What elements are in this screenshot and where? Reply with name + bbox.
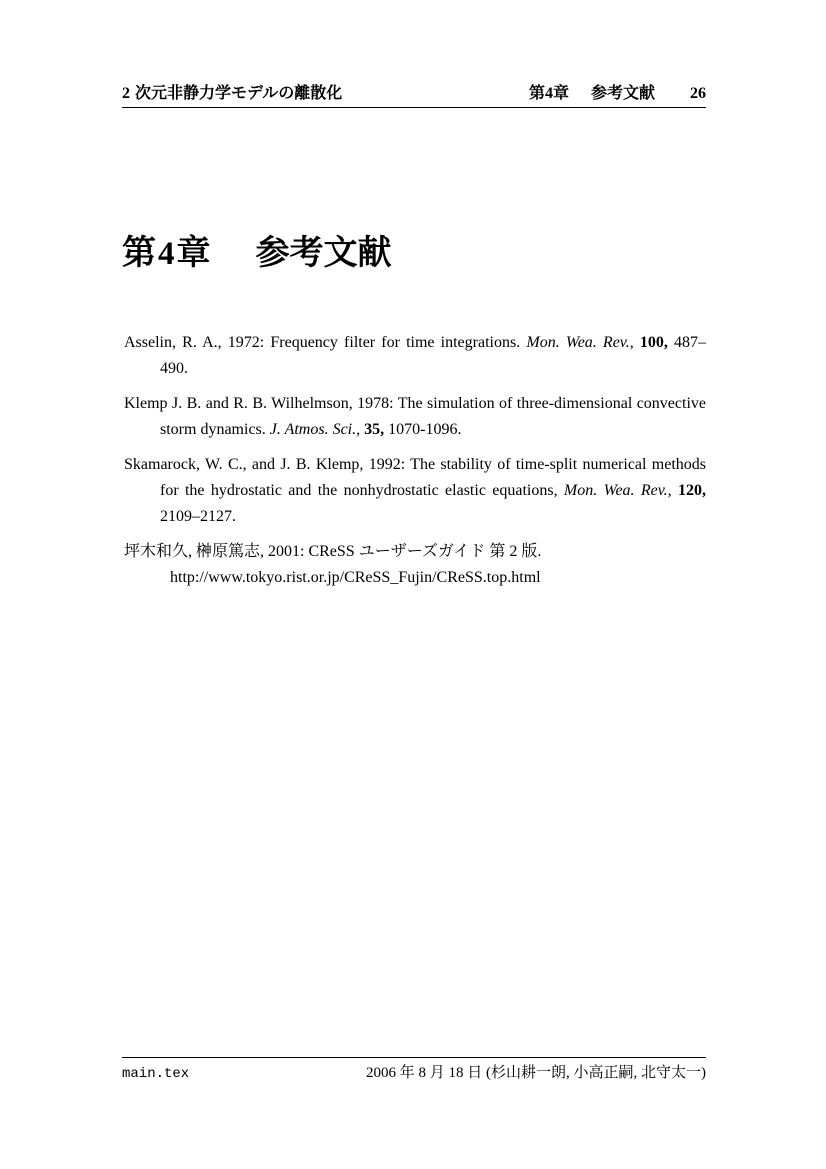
header-left-number: 2 xyxy=(122,85,130,102)
reference-text: 35, xyxy=(364,421,389,438)
reference-text: 120, xyxy=(678,482,707,499)
reference-text: 487–490. xyxy=(160,334,707,377)
reference-entry xyxy=(124,539,706,591)
header-chapter-number: 4 xyxy=(544,85,553,102)
reference-text: J. Atmos. Sci., xyxy=(269,421,365,438)
header-right-group xyxy=(529,84,706,104)
reference-text: 100, xyxy=(639,334,675,351)
url-text: http://www.tokyo.rist.or.jp/CReSS_Fujin/CReSS.top.html xyxy=(170,569,541,586)
chapter-title-number: 4 xyxy=(158,235,175,272)
header-section-title: 参考文献 xyxy=(590,85,655,102)
reference-text: 坪木和久, 榊原篤志, 2001: CReSS ユーザーズガイド 第 2 版. xyxy=(124,543,542,560)
references-list xyxy=(124,330,706,600)
reference-text: Skamarock, W. C., and J. B. Klemp, 1992: The stability of time-split numerical methods for the hydrostatic and the nonhydrostatic elastic equations, xyxy=(124,456,706,499)
reference-text: Asselin, R. A., 1972: Frequency filter for time integrations. xyxy=(124,334,527,351)
running-header xyxy=(122,84,706,108)
reference-entry xyxy=(124,330,706,382)
chapter-title xyxy=(122,231,392,276)
page-number: 26 xyxy=(690,85,706,102)
reference-entry xyxy=(124,391,706,443)
reference-text: Mon. Wea. Rev., xyxy=(563,482,679,499)
header-chapter-suffix: 章 xyxy=(552,85,569,102)
reference-text: Mon. Wea. Rev., xyxy=(526,334,640,351)
reference-text: 1070-1096. xyxy=(388,421,462,438)
header-chapter-prefix: 第 xyxy=(528,85,545,102)
footer-date-authors: 2006 年 8 月 18 日 (杉山耕一朗, 小高正嗣, 北守太一) xyxy=(366,1065,706,1081)
reference-entry xyxy=(124,452,706,530)
header-left-title xyxy=(122,84,342,104)
header-left-text: 次元非静力学モデルの離散化 xyxy=(135,85,343,102)
footer-filename: main.tex xyxy=(122,1066,190,1082)
reference-text: 2109–2127. xyxy=(160,508,236,525)
running-footer xyxy=(122,1057,706,1084)
chapter-title-prefix: 第 xyxy=(122,233,156,272)
chapter-title-name: 参考文献 xyxy=(255,233,392,272)
chapter-title-suffix: 章 xyxy=(176,233,211,272)
reference-text: Klemp J. B. and R. B. Wilhelmson, 1978: The simulation of three-dimensional convective storm dynamics. xyxy=(124,395,706,438)
